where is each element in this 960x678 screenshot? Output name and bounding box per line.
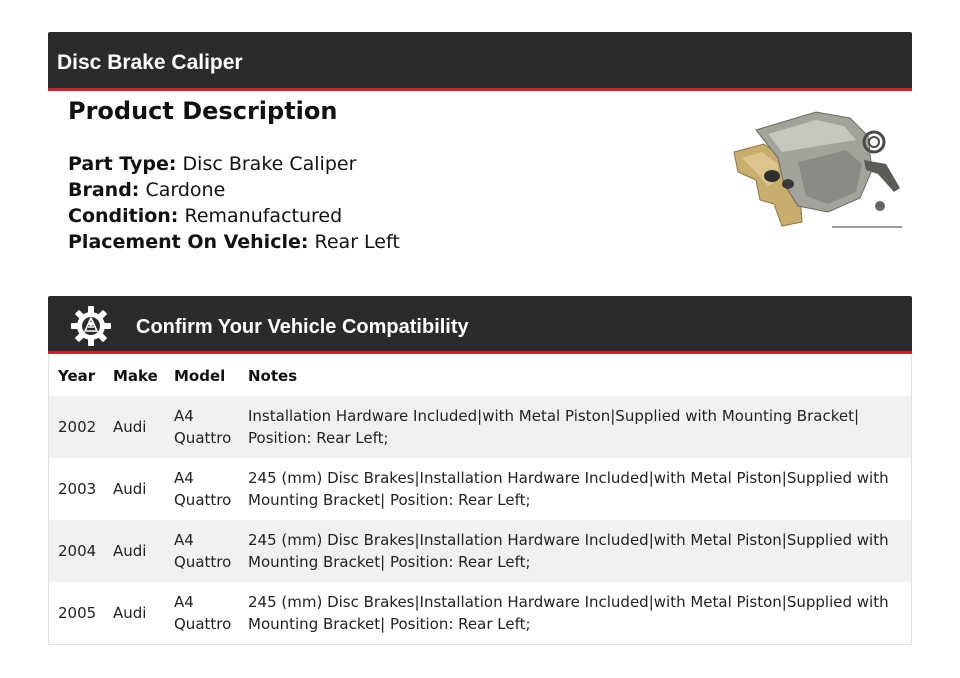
compat-table bbox=[48, 354, 912, 645]
table-row bbox=[49, 520, 911, 582]
table-header-row bbox=[49, 354, 911, 396]
cell-notes: Installation Hardware Included|with Metal Piston|Supplied with Mounting Bracket| Position: Rear Left; bbox=[248, 407, 860, 447]
compat-title: Confirm Your Vehicle Compatibility bbox=[136, 316, 469, 338]
product-image bbox=[728, 100, 908, 242]
spec-condition bbox=[68, 203, 342, 229]
col-year: Year bbox=[58, 367, 96, 385]
cell-model: A4 Quattro bbox=[174, 593, 232, 633]
cell-notes: 245 (mm) Disc Brakes|Installation Hardware Included|with Metal Piston|Supplied with Mounting Bracket| Position: Rear Left; bbox=[248, 531, 889, 571]
col-make: Make bbox=[113, 367, 158, 385]
cell-notes: 245 (mm) Disc Brakes|Installation Hardware Included|with Metal Piston|Supplied with Mounting Bracket| Position: Rear Left; bbox=[248, 593, 889, 633]
spec-part-type bbox=[68, 151, 356, 177]
cell-year: 2002 bbox=[58, 418, 97, 436]
spec-placement bbox=[68, 229, 400, 255]
cell-make: Audi bbox=[113, 542, 147, 560]
spec-label: Condition: bbox=[68, 205, 179, 227]
spec-value: Remanufactured bbox=[184, 205, 343, 227]
gear-icon bbox=[70, 305, 112, 347]
cell-notes: 245 (mm) Disc Brakes|Installation Hardware Included|with Metal Piston|Supplied with Mounting Bracket| Position: Rear Left; bbox=[248, 469, 889, 509]
cell-make: Audi bbox=[113, 480, 147, 498]
spec-label: Brand: bbox=[68, 179, 140, 201]
cell-model: A4 Quattro bbox=[174, 407, 232, 447]
description-heading: Product Description bbox=[68, 97, 338, 125]
spec-label: Part Type: bbox=[68, 153, 177, 175]
cell-year: 2004 bbox=[58, 542, 97, 560]
col-notes: Notes bbox=[248, 367, 298, 385]
spec-brand bbox=[68, 177, 225, 203]
cell-make: Audi bbox=[113, 604, 147, 622]
cell-make: Audi bbox=[113, 418, 147, 436]
cell-model: A4 Quattro bbox=[174, 531, 232, 571]
compat-bar bbox=[48, 296, 912, 354]
cell-year: 2003 bbox=[58, 480, 97, 498]
spec-label: Placement On Vehicle: bbox=[68, 231, 309, 253]
spec-value: Rear Left bbox=[314, 231, 400, 253]
spec-value: Disc Brake Caliper bbox=[182, 153, 357, 175]
table-row bbox=[49, 582, 911, 644]
col-model: Model bbox=[174, 367, 226, 385]
spec-value: Cardone bbox=[145, 179, 226, 201]
cell-model: A4 Quattro bbox=[174, 469, 232, 509]
title-bar bbox=[48, 32, 912, 91]
table-row bbox=[49, 458, 911, 520]
table-row bbox=[49, 396, 911, 458]
page-title: Disc Brake Caliper bbox=[57, 51, 243, 74]
cell-year: 2005 bbox=[58, 604, 97, 622]
